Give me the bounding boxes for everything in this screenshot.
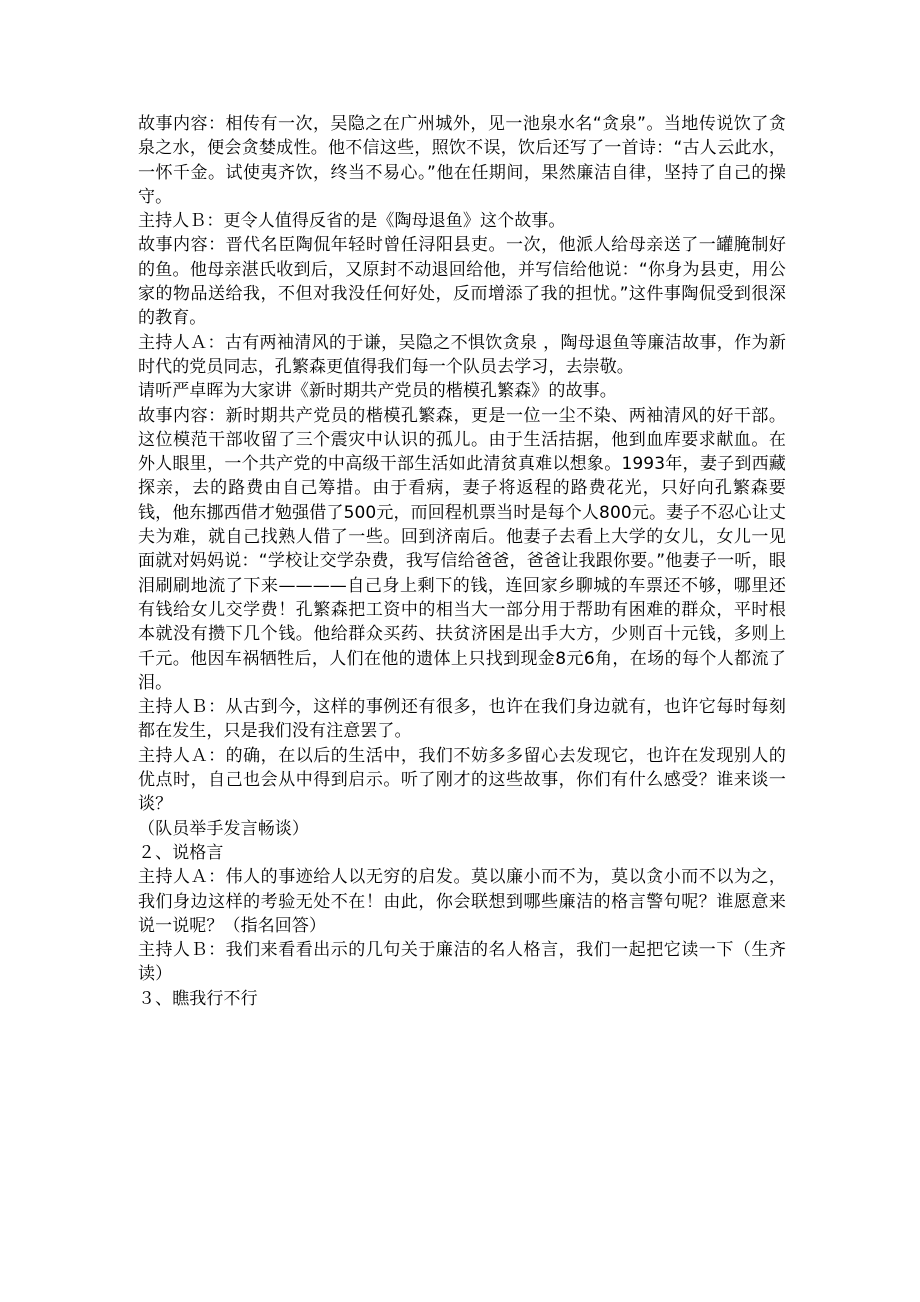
host-b-reflection-paragraph: 主持人Ｂ：从古到今，这样的事例还有很多，也许在我们身边就有，也许它每时每刻都在发生，只是我们没有注意罢了。 xyxy=(138,697,786,742)
kong-fansen-intro: 请听严卓晖为大家讲《新时期共产党员的楷模孔繁森》的故事。 xyxy=(138,381,617,402)
host-b-reading-paragraph: 主持人Ｂ：我们来看看出示的几句关于廉洁的名人格言，我们一起把它读一下（生齐读） xyxy=(138,940,786,985)
story-wu-yinzhi-paragraph: 故事内容：相传有一次，吴隐之在广州城外，见一池泉水名“贪泉”。当地传说饮了贪泉之水，便会贪婪成性。他不信这些，照饮不误，饮后还写了一首诗：“古人云此水，一怀千金。试使夷齐饮，终当不易心。”他在任期间，果然廉洁自律，坚持了自己的操守。 xyxy=(138,114,786,207)
story-kong-fansen-paragraph: 故事内容：新时期共产党员的楷模孔繁森，更是一位一尘不染、两袖清风的好干部。这位模范干部收留了三个震灾中认识的孤儿。由于生活拮据，他到血库要求献血。在外人眼里，一个共产党的中高级干部生活如此清贫真难以想象。1993年，妻子到西藏探亲，去的路费由自己筹措。由于看病，妻子将返程的路费花光，只好向孔繁森要钱，他东挪西借才勉强借了500元，而回程机票当时是每个人800元。妻子不忍心让丈夫为难，就自己找熟人借了一些。回到济南后。他妻子去看上大学的女儿，女儿一见面就对妈妈说：“学校让交学杂费，我写信给爸爸，爸爸让我跟你要。”他妻子一听，眼泪刷刷地流了下来————自己身上剩下的钱，连回家乡聊城的车票还不够，哪里还有钱给女儿交学费！孔繁森把工资中的相当大一部分用于帮助有困难的群众，平时根本就没有攒下几个钱。他给群众买药、扶贫济困是出手大方，少则百十元钱，多则上千元。他因车祸牺牲后，人们在他的遗体上只找到现金8元6角，在场的每个人都流了泪。 xyxy=(138,405,786,693)
section-heading-see-me: ３、瞧我行不行 xyxy=(138,988,258,1009)
stage-direction-discussion: （队员举手发言畅谈） xyxy=(138,818,309,839)
host-a-mottoes-paragraph: 主持人Ａ：伟人的事迹给人以无穷的启发。莫以廉小而不为，莫以贪小而不以为之，我们身边这样的考验无处不在！由此，你会联想到哪些廉洁的格言警句呢？谁愿意来说一说呢？（指名回答） xyxy=(138,867,786,936)
host-a-question-paragraph: 主持人Ａ：的确，在以后的生活中，我们不妨多多留心去发现它，也许在发现别人的优点时，自己也会从中得到启示。听了刚才的这些故事，你们有什么感受？谁来谈一谈？ xyxy=(138,745,786,815)
host-b-tao-mu-intro: 主持人Ｂ：更令人值得反省的是《陶母退鱼》这个故事。 xyxy=(138,211,566,232)
section-heading-mottoes: ２、说格言 xyxy=(138,842,224,863)
host-a-summary-paragraph: 主持人Ａ：古有两袖清风的于谦，吴隐之不惧饮贪泉 ，陶母退鱼等廉洁故事，作为新时代的党员同志，孔繁森更值得我们每一个队员去学习，去崇敬。 xyxy=(138,332,786,377)
document-body xyxy=(138,112,786,1011)
story-tao-mu-paragraph: 故事内容：晋代名臣陶侃年轻时曾任浔阳县吏。一次，他派人给母亲送了一罐腌制好的鱼。他母亲湛氏收到后，又原封不动退回给他，并写信给他说：“你身为县吏，用公家的物品送给我，不但对我没任何好处，反而增添了我的担忧。”这件事陶侃受到很深的教育。 xyxy=(138,235,786,329)
